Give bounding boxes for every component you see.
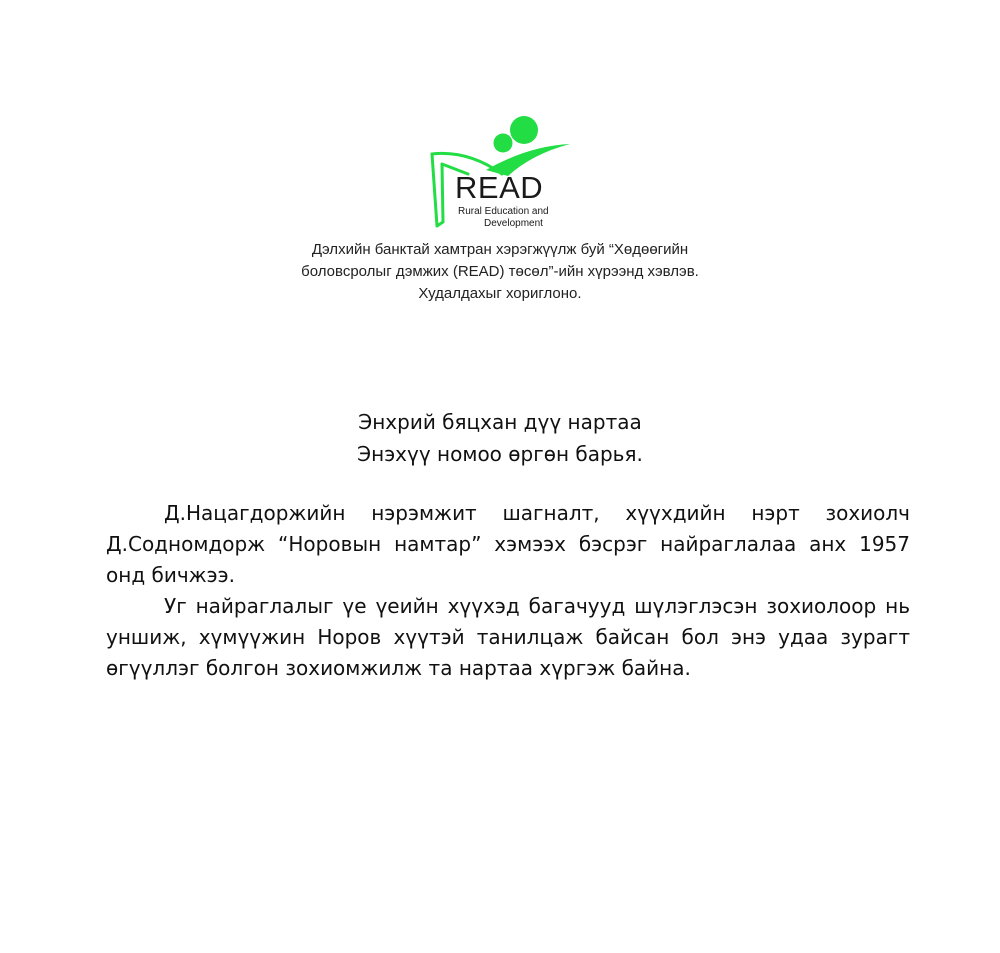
dedication-line-2: Энэхүү номоо өргөн барья. (357, 442, 643, 466)
dedication-line-1: Энхрий бяцхан дүү нартаа (358, 410, 642, 434)
intro-text (106, 498, 910, 684)
logo-wordmark: READ (455, 170, 544, 205)
notice-line-2: боловсролыг дэмжих (READ) төсөл”-ийн хүрээнд хэвлэв. (301, 263, 699, 280)
logo-tagline-line1: Rural Education and (458, 206, 549, 217)
notice-line-1: Дэлхийн банктай хамтран хэрэгжүүлж буй “Хөдөөгийн (311, 241, 689, 258)
publication-notice (200, 239, 800, 305)
intro-paragraph-1: Д.Нацагдоржийн нэрэмжит шагналт, хүүхдийн нэрт зохиолч Д.Содномдорж “Норовын намтар” хэмээх бэсрэг найраглалаа анх 1957 онд бичжээ. (106, 501, 910, 587)
notice-line-3: Худалдахыг хориглоно. (418, 285, 582, 302)
intro-paragraph-2: Уг найраглалыг үе үеийн хүүхэд багачууд шүлэглэсэн зохиолоор нь уншиж, хүмүүжин Норов хүүтэй танилцаж байсан бол энэ удаа зурагт өгүүллэг болгон зохиомжилж та нартаа хүргэж байна. (106, 594, 910, 680)
dedication (200, 406, 800, 470)
read-logo (428, 108, 578, 238)
logo-tagline (458, 206, 549, 230)
logo-tagline-line2: Development (484, 218, 543, 229)
